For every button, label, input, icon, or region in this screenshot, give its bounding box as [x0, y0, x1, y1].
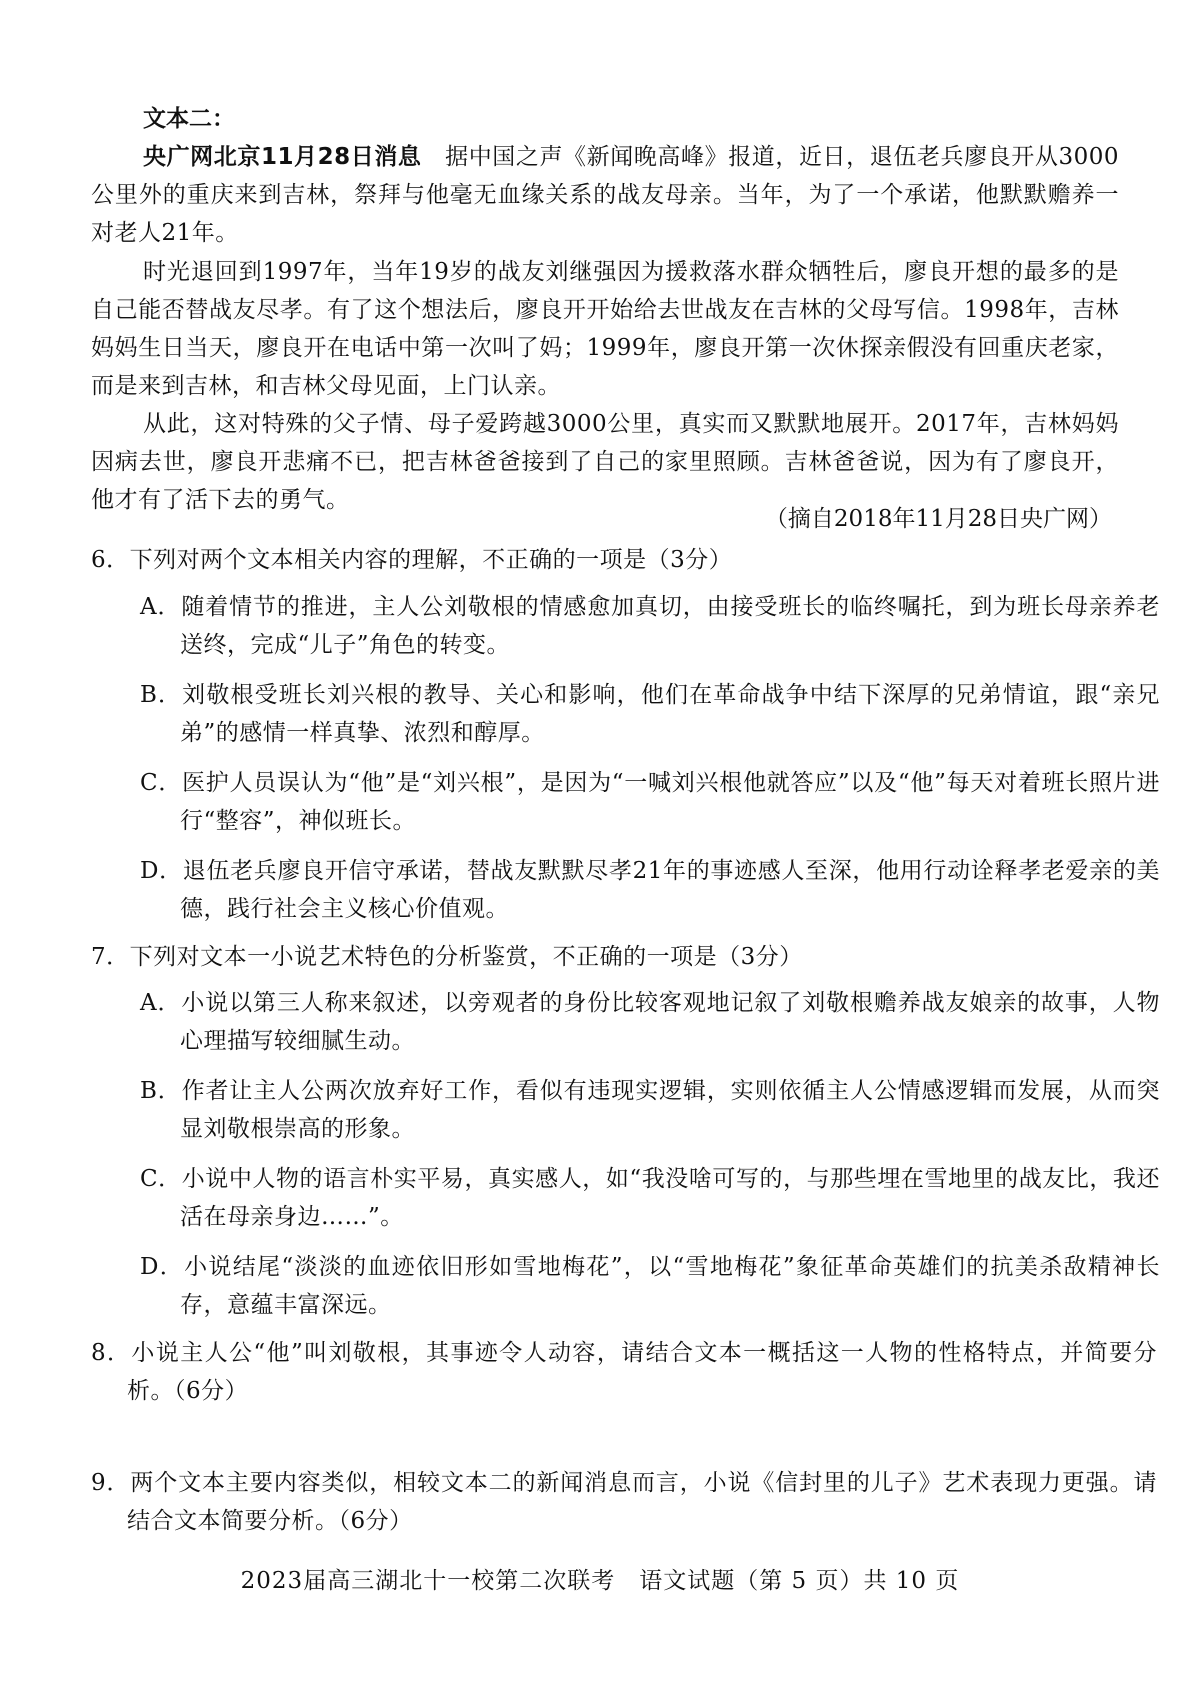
question-6-option-b: B．刘敬根受班长刘兴根的教导、关心和影响，他们在革命战争中结下深厚的兄弟情谊，跟“亲兄弟”的感情一样真挚、浓烈和醇厚。 — [140, 682, 1160, 746]
question-7-option-b: B．作者让主人公两次放弃好工作，看似有违现实逻辑，实则依循主人公情感逻辑而发展，从而突显刘敬根崇高的形象。 — [140, 1078, 1160, 1142]
question-6-stem: 6．下列对两个文本相关内容的理解，不正确的一项是（3分） — [91, 547, 733, 573]
section-title-text2: 文本二： — [143, 106, 235, 132]
source-citation: （摘自2018年11月28日央广网） — [764, 506, 1112, 532]
question-7-option-a: A．小说以第三人称来叙述，以旁观者的身份比较客观地记叙了刘敬根赡养战友娘亲的故事，人物心理描写较细腻生动。 — [140, 990, 1160, 1054]
question-7-stem: 7．下列对文本一小说艺术特色的分析鉴赏，不正确的一项是（3分） — [91, 944, 803, 970]
question-7-option-c: C．小说中人物的语言朴实平易，真实感人，如“我没啥可写的，与那些埋在雪地里的战友比，我还活在母亲身边……”。 — [140, 1166, 1160, 1230]
text2-paragraph-1-body: 据中国之声《新闻晚高峰》报道，近日，退伍老兵廖良开从3000公里外的重庆来到吉林，祭拜与他毫无血缘关系的战友母亲。当年，为了一个承诺，他默默赡养一对老人21年。 — [91, 144, 1119, 246]
question-6-option-c: C．医护人员误认为“他”是“刘兴根”，是因为“一喊刘兴根他就答应”以及“他”每天对着班长照片进行“整容”，神似班长。 — [140, 770, 1160, 834]
question-6-option-a: A．随着情节的推进，主人公刘敬根的情感愈加真切，由接受班长的临终嘱托，到为班长母亲养老送终，完成“儿子”角色的转变。 — [140, 594, 1160, 658]
text2-paragraph-2: 时光退回到1997年，当年19岁的战友刘继强因为援救落水群众牺牲后，廖良开想的最多的是自己能否替战友尽孝。有了这个想法后，廖良开开始给去世战友在吉林的父母写信。1998年，吉林妈妈生日当天，廖良开在电话中第一次叫了妈；1999年，廖良开第一次休探亲假没有回重庆老家，而是来到吉林，和吉林父母见面，上门认亲。 — [91, 259, 1119, 399]
text2-paragraph-3: 从此，这对特殊的父子情、母子爱跨越3000公里，真实而又默默地展开。2017年，吉林妈妈因病去世，廖良开悲痛不已，把吉林爸爸接到了自己的家里照顾。吉林爸爸说，因为有了廖良开，他才有了活下去的勇气。 — [91, 411, 1119, 513]
question-6-option-d: D．退伍老兵廖良开信守承诺，替战友默默尽孝21年的事迹感人至深，他用行动诠释孝老爱亲的美德，践行社会主义核心价值观。 — [140, 858, 1160, 922]
question-9: 9．两个文本主要内容类似，相较文本二的新闻消息而言，小说《信封里的儿子》艺术表现力更强。请结合文本简要分析。（6分） — [91, 1470, 1157, 1534]
question-7-option-d: D．小说结尾“淡淡的血迹依旧形如雪地梅花”，以“雪地梅花”象征革命英雄们的抗美杀敌精神长存，意蕴丰富深远。 — [140, 1254, 1160, 1318]
text2-paragraph-1 — [91, 138, 1119, 252]
question-8: 8．小说主人公“他”叫刘敬根，其事迹令人动容，请结合文本一概括这一人物的性格特点，并简要分析。（6分） — [91, 1340, 1157, 1404]
page-footer: 2023届高三湖北十一校第二次联考 语文试题（第 5 页）共 10 页 — [240, 1568, 960, 1594]
news-dateline: 央广网北京11月28日消息 — [143, 144, 422, 170]
